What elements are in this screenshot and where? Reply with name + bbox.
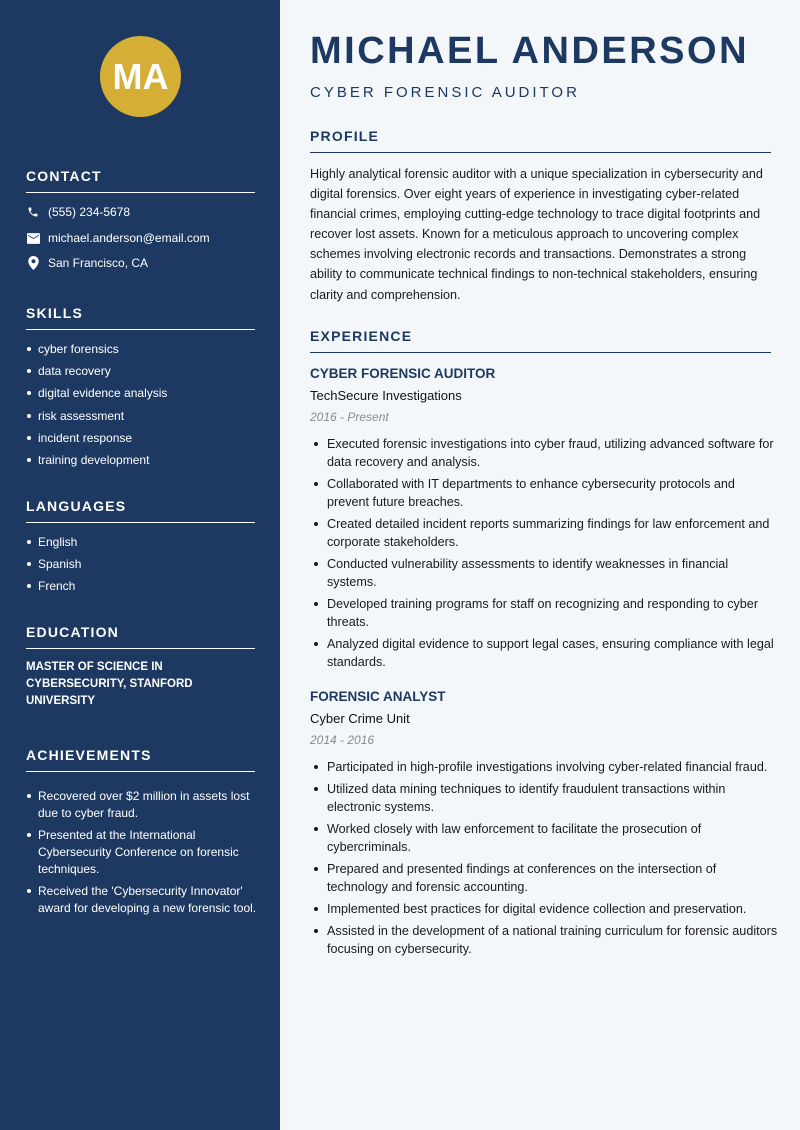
main-content [280, 0, 800, 1130]
achievements-heading: ACHIEVEMENTS [26, 747, 255, 772]
location-pin-icon [26, 256, 40, 270]
skill-item: risk assessment [26, 409, 261, 431]
achievement-item: Recovered over $2 million in assets lost due to cyber fraud. [26, 788, 258, 822]
contact-heading: CONTACT [26, 168, 255, 193]
job-company: TechSecure Investigations [310, 388, 462, 403]
profile-text: Highly analytical forensic auditor with a unique specialization in cybersecurity and digital forensics. Over eight years of experience in investigating cyber-related financial crimes, employing cutting-edge technology to trace digital footprints and recover lost assets. Known for a meticulous approach to uncovering complex schemes involving electronic records and transactions. Demonstrates a strong ability to communicate technical findings to non-technical stakeholders, ensuring clarity and comprehension. [310, 167, 763, 302]
achievements-list [26, 788, 258, 922]
job-bullet: Participated in high-profile investigations involving cyber-related financial fraud. [310, 758, 780, 776]
job-title: CYBER FORENSIC AUDITOR [310, 366, 496, 381]
job-bullet: Prepared and presented findings at conferences on the intersection of technology and forensic accounting. [310, 860, 780, 896]
location-text: San Francisco, CA [48, 256, 149, 270]
candidate-role: CYBER FORENSIC AUDITOR [310, 84, 580, 101]
candidate-name: MICHAEL ANDERSON [310, 30, 750, 72]
job-bullet: Developed training programs for staff on recognizing and responding to cyber threats. [310, 595, 780, 631]
job-dates: 2016 - Present [310, 410, 389, 424]
job-bullet: Implemented best practices for digital evidence collection and preservation. [310, 900, 780, 918]
job-bullet: Conducted vulnerability assessments to identify weaknesses in financial systems. [310, 555, 780, 591]
job-bullets [310, 758, 780, 958]
education-degree: MASTER OF SCIENCE IN CYBERSECURITY, STANFORD UNIVERSITY [26, 661, 193, 707]
languages-heading: LANGUAGES [26, 498, 255, 523]
language-item: French [26, 579, 261, 601]
phone-text[interactable]: (555) 234-5678 [48, 205, 131, 219]
achievement-item: Presented at the International Cybersecurity Conference on forensic techniques. [26, 827, 258, 878]
job-title: FORENSIC ANALYST [310, 689, 446, 704]
job-dates: 2014 - 2016 [310, 733, 375, 747]
education-heading: EDUCATION [26, 624, 255, 649]
skill-item: digital evidence analysis [26, 386, 261, 408]
job-bullet: Analyzed digital evidence to support legal cases, ensuring compliance with legal standards. [310, 635, 780, 671]
job-entry [310, 366, 780, 675]
skill-item: data recovery [26, 364, 261, 386]
skill-item: training development [26, 453, 261, 475]
job-bullet: Worked closely with law enforcement to facilitate the prosecution of cybercriminals. [310, 820, 780, 856]
profile-heading: PROFILE [310, 128, 771, 153]
skills-list [26, 342, 261, 475]
job-bullet: Created detailed incident reports summarizing findings for law enforcement and corporate stakeholders. [310, 515, 780, 551]
language-item: Spanish [26, 557, 261, 579]
languages-list [26, 535, 261, 602]
sidebar [0, 0, 280, 1130]
skill-item: cyber forensics [26, 342, 261, 364]
job-bullets [310, 435, 780, 671]
skill-item: incident response [26, 431, 261, 453]
language-item: English [26, 535, 261, 557]
achievement-item: Received the 'Cybersecurity Innovator' award for developing a new forensic tool. [26, 883, 258, 917]
email-icon [26, 231, 40, 245]
job-bullet: Collaborated with IT departments to enhance cybersecurity protocols and prevent future breaches. [310, 475, 780, 511]
experience-heading: EXPERIENCE [310, 328, 771, 353]
avatar: MA [100, 36, 181, 117]
job-bullet: Assisted in the development of a national training curriculum for forensic auditors focusing on cybersecurity. [310, 922, 780, 958]
contact-location [26, 256, 148, 270]
job-bullet: Utilized data mining techniques to identify fraudulent transactions within electronic systems. [310, 780, 780, 816]
job-bullet: Executed forensic investigations into cyber fraud, utilizing advanced software for data recovery and analysis. [310, 435, 780, 471]
contact-email [26, 231, 210, 245]
email-text[interactable]: michael.anderson@email.com [48, 231, 210, 245]
phone-icon [26, 205, 40, 219]
contact-phone [26, 205, 130, 219]
skills-heading: SKILLS [26, 305, 255, 330]
job-entry [310, 689, 780, 962]
job-company: Cyber Crime Unit [310, 711, 410, 726]
